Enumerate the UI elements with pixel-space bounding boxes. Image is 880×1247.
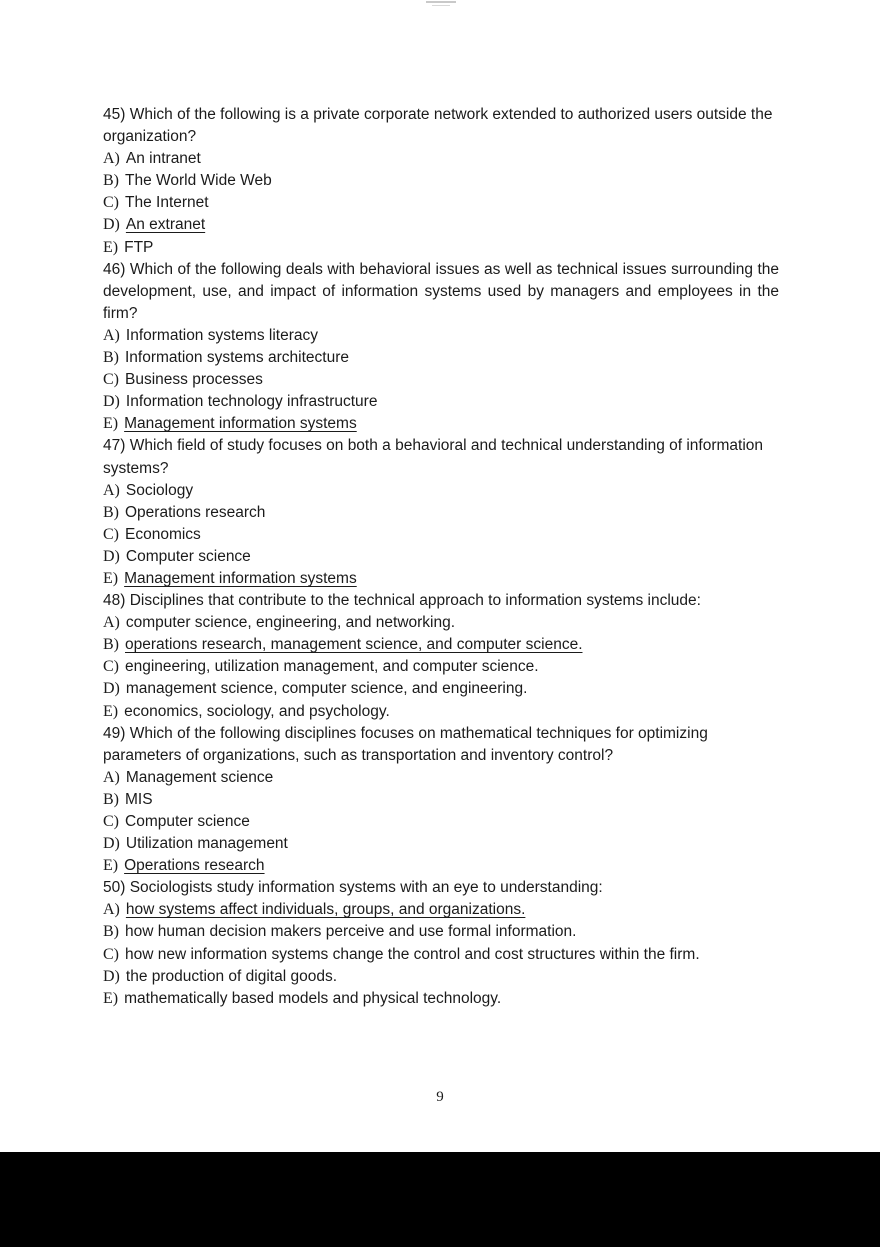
option-letter: E)	[103, 569, 119, 587]
answer-option	[103, 899, 779, 921]
option-letter: C)	[103, 194, 119, 212]
option-letter: D)	[103, 547, 120, 565]
answer-option	[103, 921, 779, 943]
answer-option	[103, 678, 779, 700]
question-text: Disciplines that contribute to the technical approach to information systems include:	[129, 592, 701, 610]
question-text: Which of the following disciplines focuses on mathematical techniques for optimizing parameters of organizations, such as transportation and inventory control?	[103, 724, 708, 764]
answer-option	[103, 944, 779, 966]
option-text: Management information systems	[124, 569, 357, 587]
option-letter: B)	[103, 503, 119, 521]
question-stem	[103, 590, 779, 612]
option-letter: C)	[103, 525, 119, 543]
option-letter: D)	[103, 216, 120, 234]
option-text: Sociology	[125, 481, 194, 499]
option-letter: D)	[103, 835, 120, 853]
option-letter: D)	[103, 393, 120, 411]
option-text: Operations research	[125, 503, 266, 521]
options	[103, 480, 779, 590]
option-letter: C)	[103, 945, 119, 963]
option-text: Economics	[125, 525, 201, 543]
option-letter: E)	[103, 702, 119, 720]
answer-option	[103, 237, 779, 259]
option-letter: A)	[103, 481, 120, 499]
option-letter: B)	[103, 923, 119, 941]
option-text: Computer science	[125, 813, 250, 830]
option-letter: B)	[103, 790, 119, 808]
answer-option	[103, 988, 779, 1010]
option-text: engineering, utilization management, and computer science.	[125, 658, 539, 676]
question-block	[103, 723, 779, 878]
question-stem	[103, 723, 779, 767]
answer-option	[103, 192, 779, 214]
option-text: Operations research	[124, 857, 265, 875]
option-letter: C)	[103, 371, 119, 389]
option-text: how new information systems change the control and cost structures within the firm.	[125, 945, 700, 963]
question-block	[103, 104, 779, 259]
option-letter: A)	[103, 768, 120, 786]
page-number: 9	[436, 1089, 444, 1105]
option-text: the production of digital goods.	[125, 967, 338, 985]
options	[103, 325, 779, 435]
question-block	[103, 259, 779, 436]
option-letter: E)	[103, 415, 119, 433]
option-text: Computer science	[125, 547, 251, 565]
option-letter: E)	[103, 857, 119, 875]
answer-option	[103, 347, 779, 369]
options	[103, 767, 779, 877]
answer-option	[103, 524, 779, 546]
option-text: operations research, management science, and computer science.	[125, 636, 583, 654]
answer-option	[103, 391, 779, 413]
option-text: how systems affect individuals, groups, and organizations.	[125, 901, 526, 919]
option-text: Information systems architecture	[125, 349, 349, 367]
bottom-black-bar	[0, 1152, 880, 1247]
answer-option	[103, 170, 779, 192]
options	[103, 612, 779, 722]
answer-option	[103, 701, 779, 723]
option-letter: D)	[103, 967, 120, 985]
question-stem	[103, 435, 779, 479]
answer-option	[103, 480, 779, 502]
question-stem	[103, 104, 779, 148]
question-number: 47)	[103, 437, 126, 455]
answer-option	[103, 148, 779, 170]
questions-list	[103, 104, 779, 1010]
options	[103, 899, 779, 1009]
answer-option	[103, 325, 779, 347]
question-stem	[103, 259, 779, 325]
option-letter: C)	[103, 658, 119, 676]
option-text: management science, computer science, and engineering.	[125, 680, 528, 698]
question-number: 49)	[103, 724, 126, 742]
option-text: FTP	[124, 238, 154, 256]
question-number: 48)	[103, 592, 126, 610]
answer-option	[103, 656, 779, 678]
option-text: MIS	[125, 790, 153, 808]
option-text: Management science	[125, 768, 274, 786]
option-letter: A)	[103, 150, 120, 168]
option-text: how human decision makers perceive and use formal information.	[125, 923, 577, 941]
option-text: Management information systems	[124, 415, 357, 433]
answer-option	[103, 789, 779, 811]
answer-option	[103, 855, 779, 877]
question-block	[103, 877, 779, 1010]
answer-option	[103, 833, 779, 855]
answer-option	[103, 612, 779, 634]
answer-option	[103, 634, 779, 656]
question-number: 46)	[103, 260, 126, 278]
question-number: 45)	[103, 106, 126, 123]
answer-option	[103, 369, 779, 391]
option-text: The Internet	[125, 194, 209, 212]
options	[103, 148, 779, 258]
answer-option	[103, 811, 779, 833]
option-letter: E)	[103, 238, 119, 256]
option-text: Utilization management	[125, 835, 288, 853]
watermark-line	[426, 1, 456, 3]
option-text: An extranet	[125, 216, 206, 234]
question-text: Which of the following is a private corporate network extended to authorized users outside the organization?	[103, 106, 773, 146]
question-number: 50)	[103, 879, 126, 897]
answer-option	[103, 413, 779, 435]
option-text: An intranet	[125, 150, 201, 168]
question-text: Which field of study focuses on both a behavioral and technical understanding of information systems?	[103, 437, 764, 477]
option-letter: A)	[103, 326, 120, 344]
answer-option	[103, 546, 779, 568]
option-text: The World Wide Web	[125, 172, 272, 190]
option-letter: E)	[103, 989, 119, 1007]
question-text: Sociologists study information systems with an eye to understanding:	[129, 879, 603, 897]
answer-option	[103, 767, 779, 789]
question-block	[103, 435, 779, 590]
option-text: mathematically based models and physical technology.	[124, 989, 502, 1007]
option-letter: A)	[103, 901, 120, 919]
answer-option	[103, 502, 779, 524]
question-text: Which of the following deals with behavioral issues as well as technical issues surrounding the development, use, and impact of information systems used by managers and employees in the firm?	[103, 260, 779, 322]
watermark-line	[432, 5, 450, 6]
watermark	[424, 1, 458, 8]
option-letter: B)	[103, 636, 119, 654]
question-stem	[103, 877, 779, 899]
question-block	[103, 590, 779, 723]
option-text: Information systems literacy	[125, 326, 318, 344]
option-letter: B)	[103, 172, 119, 190]
option-letter: D)	[103, 680, 120, 698]
option-text: Business processes	[125, 371, 263, 389]
option-letter: A)	[103, 614, 120, 632]
answer-option	[103, 214, 779, 236]
option-text: Information technology infrastructure	[125, 393, 378, 411]
answer-option	[103, 568, 779, 590]
option-letter: C)	[103, 813, 119, 830]
option-text: economics, sociology, and psychology.	[124, 702, 390, 720]
answer-option	[103, 966, 779, 988]
option-text: computer science, engineering, and networking.	[125, 614, 456, 632]
option-letter: B)	[103, 349, 119, 367]
